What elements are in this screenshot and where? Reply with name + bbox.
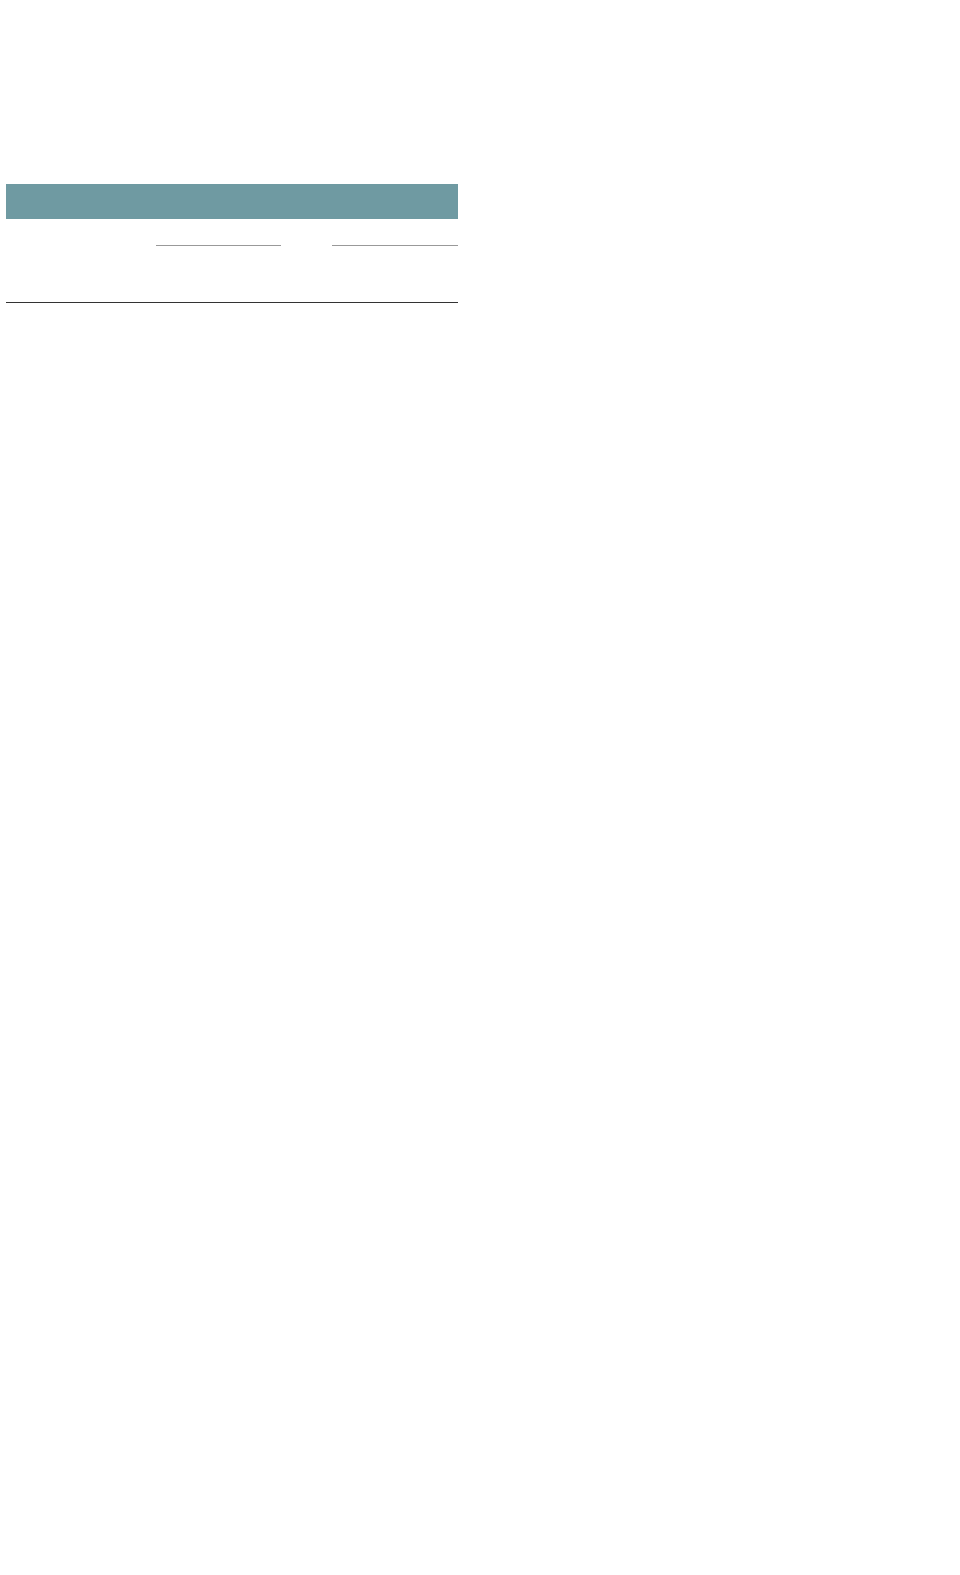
table-title	[6, 184, 458, 219]
interest-chart	[6, 945, 466, 1235]
group-line	[156, 245, 281, 246]
header-divider	[6, 302, 458, 303]
group-line	[332, 245, 458, 246]
chart-svg	[6, 945, 466, 1235]
